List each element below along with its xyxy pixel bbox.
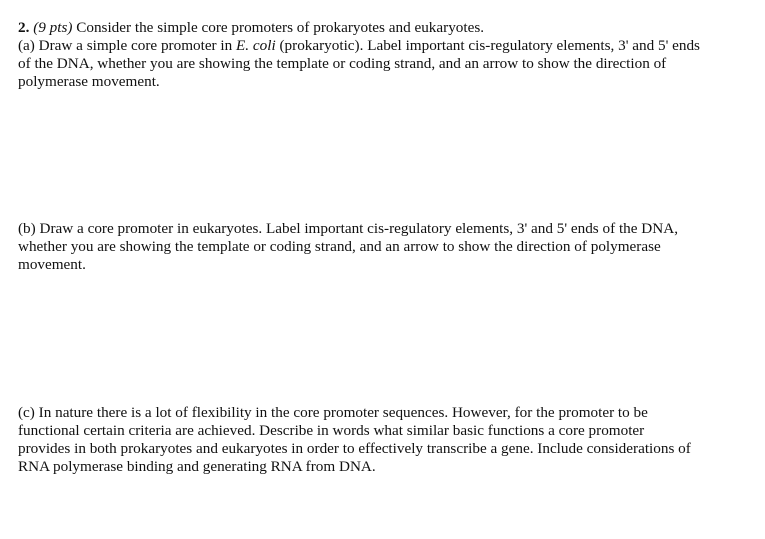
part-c-line-3: provides in both prokaryotes and eukaryotes in order to effectively transcribe a gene. Include considerations of (18, 440, 691, 457)
question-header-line (18, 19, 748, 37)
part-b-line-1: (b) Draw a core promoter in eukaryotes. Label important cis-regulatory elements, 3' and 5' ends of the DNA, (18, 220, 679, 237)
question-header (18, 19, 748, 37)
question-intro: Consider the simple core promoters of prokaryotes and eukaryotes. (72, 19, 485, 36)
question-number: 2. (18, 19, 30, 36)
part-a-line-1-post: (prokaryotic). Label important cis-regulatory elements, 3' and 5' ends (275, 37, 700, 54)
part-a-line-3: polymerase movement. (18, 73, 160, 90)
part-c-prompt (18, 404, 748, 476)
part-a-organism: E. coli (236, 37, 276, 54)
part-a-prompt (18, 37, 748, 91)
part-a-line-1-pre: (a) Draw a simple core promoter in (18, 37, 237, 54)
question-points: (9 pts) (33, 19, 73, 36)
part-c-line-1: (c) In nature there is a lot of flexibility in the core promoter sequences. However, for the promoter to be (18, 404, 648, 421)
part-a-line-1 (18, 37, 748, 55)
part-b-prompt (18, 220, 748, 274)
part-b-line-2: whether you are showing the template or coding strand, and an arrow to show the direction of polymerase (18, 238, 661, 255)
part-b-line-3: movement. (18, 256, 86, 273)
part-c-line-2: functional certain criteria are achieved. Describe in words what similar basic functions a core promoter (18, 422, 645, 439)
part-a-line-2: of the DNA, whether you are showing the template or coding strand, and an arrow to show the direction of (18, 55, 667, 72)
part-c-line-4: RNA polymerase binding and generating RNA from DNA. (18, 458, 376, 475)
